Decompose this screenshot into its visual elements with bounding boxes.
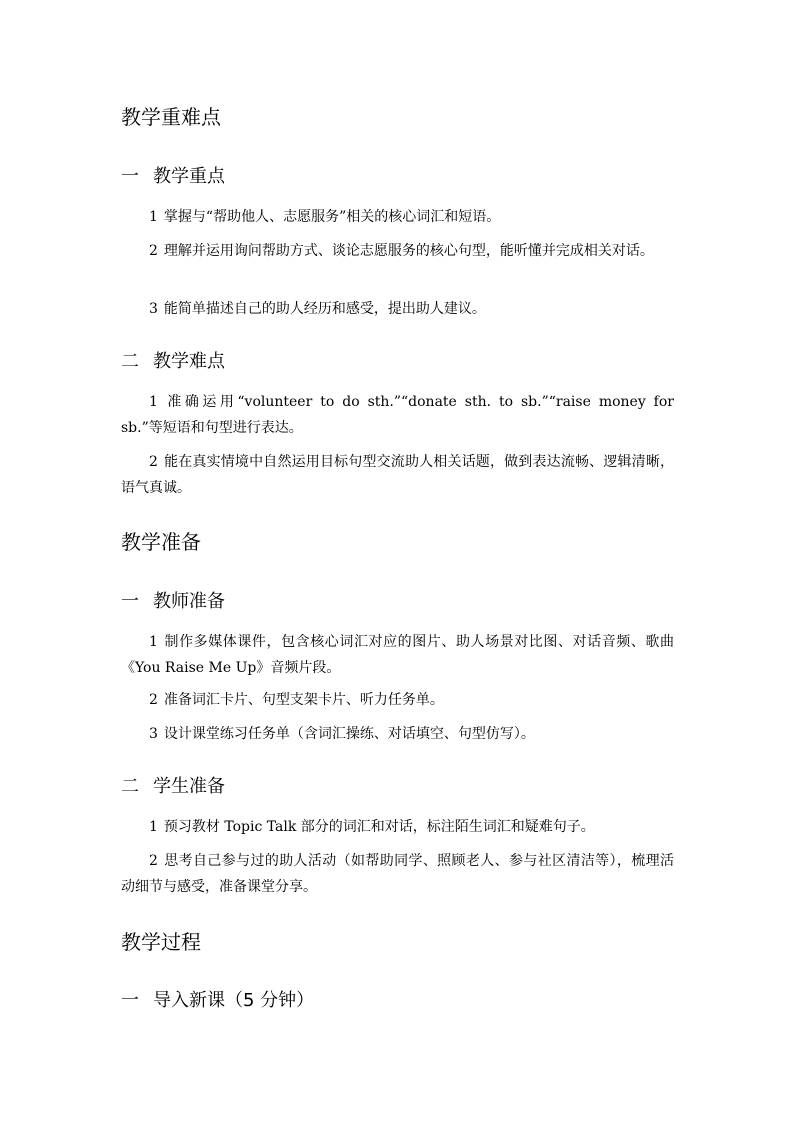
item-text: 准确运用“volunteer to do sth.”“donate sth. to sb.”“raise money for sb.”等短语和句型进行表达。: [121, 394, 674, 436]
item-number: 3: [149, 301, 158, 317]
subsection-number: 二: [121, 351, 139, 372]
item-number: 1: [149, 394, 158, 410]
item-text: 制作多媒体课件，包含核心词汇对应的图片、助人场景对比图、对话音频、歌曲《You Raise Me Up》音频片段。: [121, 634, 674, 676]
item-text: 理解并运用询问帮助方式、谈论志愿服务的核心句型，能听懂并完成相关对话。: [163, 243, 654, 259]
subsection-heading: [121, 988, 314, 1014]
list-item: [121, 848, 674, 900]
item-text: 准备词汇卡片、句型支架卡片、听力任务单。: [163, 692, 444, 708]
subsection-title: 学生准备: [153, 776, 225, 797]
subsection-number: 二: [121, 776, 139, 797]
subsection-heading: [121, 774, 225, 800]
subsection-number: 一: [121, 591, 139, 612]
subsection-title: 教师准备: [153, 591, 225, 612]
item-number: 2: [149, 853, 158, 869]
section-title: 教学过程: [121, 930, 201, 954]
list-item: [121, 687, 674, 713]
list-item: [121, 629, 674, 681]
item-number: 1: [149, 209, 158, 225]
section-title: 教学重难点: [121, 105, 221, 129]
item-number: 2: [149, 454, 158, 470]
subsection-title: 教学难点: [153, 351, 225, 372]
item-number: 2: [149, 692, 158, 708]
item-text: 设计课堂练习任务单（含词汇操练、对话填空、句型仿写）。: [163, 726, 535, 742]
item-number: 3: [149, 726, 158, 742]
list-item: [121, 814, 674, 840]
list-item: [121, 296, 674, 322]
item-text: 能在真实情境中自然运用目标句型交流助人相关话题，做到表达流畅、逻辑清晰，语气真诚。: [121, 454, 674, 496]
section-title: 教学准备: [121, 530, 201, 554]
item-number: 1: [149, 819, 158, 835]
item-text: 思考自己参与过的助人活动（如帮助同学、照顾老人、参与社区清洁等），梳理活动细节与感受，准备课堂分享。: [121, 853, 674, 895]
list-item: [121, 389, 674, 441]
item-number: 2: [149, 243, 158, 259]
subsection-heading: [121, 589, 225, 615]
item-number: 1: [149, 634, 158, 650]
list-item: [121, 449, 674, 501]
item-text: 掌握与“帮助他人、志愿服务”相关的核心词汇和短语。: [163, 209, 501, 225]
subsection-heading: [121, 164, 225, 190]
item-text: 能简单描述自己的助人经历和感受，提出助人建议。: [163, 301, 486, 317]
subsection-number: 一: [121, 990, 139, 1011]
subsection-title: 导入新课（5 分钟）: [153, 990, 315, 1011]
list-item: [121, 721, 674, 747]
subsection-title: 教学重点: [153, 166, 225, 187]
item-text: 预习教材 Topic Talk 部分的词汇和对话，标注陌生词汇和疑难句子。: [163, 819, 595, 835]
subsection-heading: [121, 349, 225, 375]
subsection-number: 一: [121, 166, 139, 187]
list-item: [121, 238, 674, 264]
list-item: [121, 204, 674, 230]
